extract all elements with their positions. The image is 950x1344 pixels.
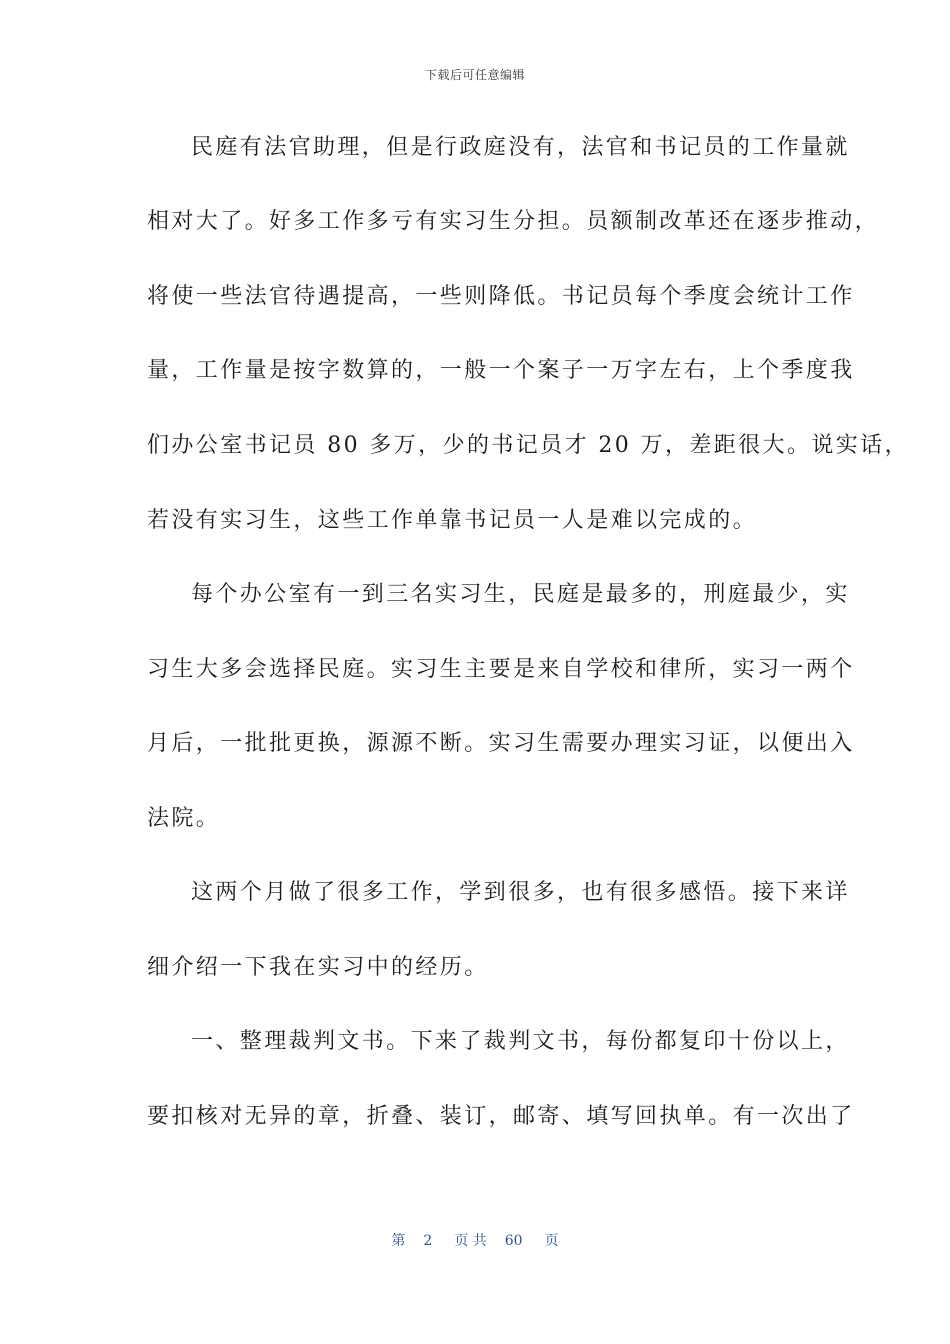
footer-prefix: 第: [391, 1233, 406, 1249]
paragraph-line: 习生大多会选择民庭。实习生主要是来自学校和律所，实习一两个: [147, 657, 855, 682]
paragraph-line: 民庭有法官助理，但是行政庭没有，法官和书记员的工作量就: [191, 135, 850, 160]
paragraph-line: 月后，一批批更换，源源不断。实习生需要办理实习证，以便出入: [147, 731, 855, 756]
paragraph-line: 将使一些法官待遇提高，一些则降低。书记员每个季度会统计工作: [147, 284, 855, 309]
paragraph-line: 每个办公室有一到三名实习生，民庭是最多的，刑庭最少，实: [191, 582, 850, 607]
footer-suffix: 页: [544, 1233, 559, 1249]
footer-current-page: 2: [423, 1233, 433, 1249]
footer-total-pages: 60: [504, 1233, 523, 1249]
page-footer: [0, 1230, 950, 1250]
paragraph-line: 量，工作量是按字数算的，一般一个案子一万字左右，上个季度我: [147, 358, 855, 383]
paragraph-line: 一、整理裁判文书。下来了裁判文书，每份都复印十份以上，: [191, 1029, 850, 1054]
paragraph-line: 这两个月做了很多工作，学到很多，也有很多感悟。接下来详: [191, 880, 850, 905]
paragraph-line: 相对大了。好多工作多亏有实习生分担。员额制改革还在逐步推动，: [147, 209, 880, 234]
footer-middle: 页 共: [454, 1233, 487, 1249]
paragraph-line: 细介绍一下我在实习中的经历。: [147, 955, 489, 980]
paragraph-line: 若没有实习生，这些工作单靠书记员一人是难以完成的。: [147, 508, 758, 533]
paragraph-line: 们办公室书记员 80 多万，少的书记员才 20 万，差距很大。说实话，: [147, 433, 909, 458]
page-header: 下载后可任意编辑: [424, 68, 525, 82]
paragraph-line: 要扣核对无异的章，折叠、装订，邮寄、填写回执单。有一次出了: [147, 1104, 855, 1129]
paragraph-line: 法院。: [147, 806, 221, 831]
